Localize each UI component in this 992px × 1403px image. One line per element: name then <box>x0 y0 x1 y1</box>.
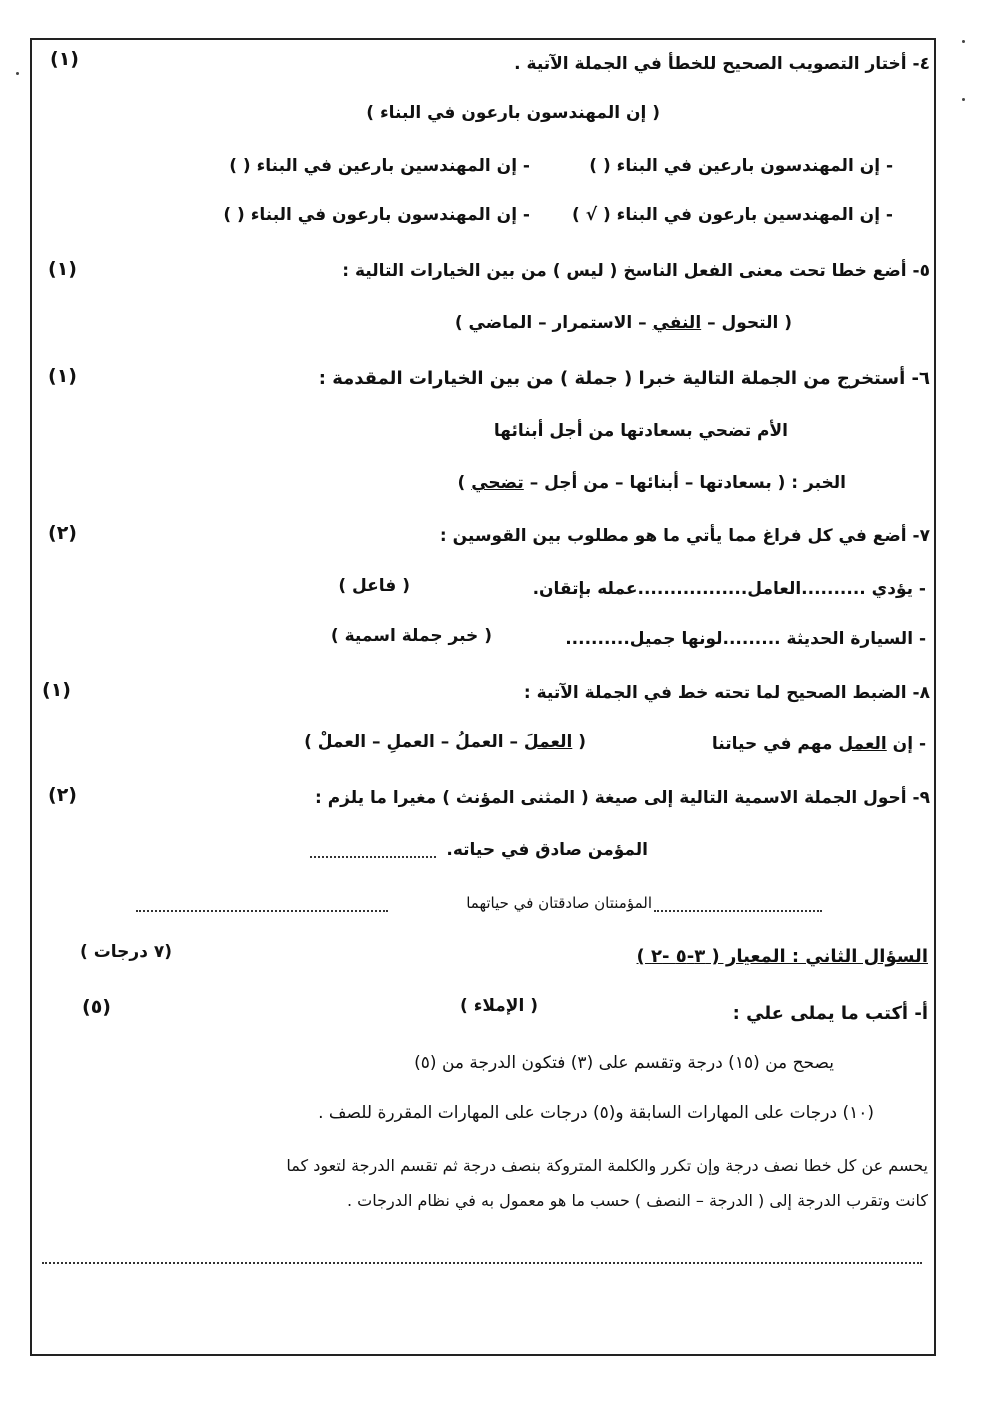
q8-choices-close: – العملُ – العملِ – العملْ ) <box>304 732 524 752</box>
q9-answer-line-left <box>136 910 388 912</box>
scan-speck <box>16 72 19 75</box>
q5-title: ٥- أضع خطا تحت معنى الفعل الناسخ ( ليس ) من بين الخيارات التالية : <box>342 261 930 281</box>
q7-line-2: - السيارة الحديثة .........لونها جميل.......... <box>565 629 926 649</box>
q8-underlined-word: العمل <box>838 734 887 754</box>
q6-choices-open: الخبر : ( بسعادتها – أبنائها – من أجل – <box>523 473 846 493</box>
writing-line <box>42 1262 922 1264</box>
q8-mark: (١) <box>42 679 71 701</box>
q8-sentence-post: مهم في حياتنا <box>711 734 839 754</box>
q6-choices-close: ) <box>457 473 472 493</box>
q6-answer: تضحي <box>471 473 524 493</box>
part-a-note-4: كانت وتقرب الدرجة إلى ( الدرجة – النصف ) حسب ما هو معمول به في نظام الدرجات . <box>346 1191 928 1210</box>
q5-answer: النفي <box>652 313 702 333</box>
q7-hint-2: ( خبر جملة اسمية ) <box>330 626 492 646</box>
q6-title: ٦- أستخرج من الجملة التالية خبرا ( جملة ) من بين الخيارات المقدمة : <box>318 368 930 389</box>
q4-option-4: - إن المهندسون بارعون في البناء ( ) <box>223 205 530 225</box>
q4-option-3: - إن المهندسين بارعون في البناء ( √ ) <box>572 205 893 225</box>
part-a-label: ( الإملاء ) <box>460 996 538 1016</box>
q6-sentence: الأم تضحي بسعادتها من أجل أبنائها <box>493 421 788 441</box>
q8-answer: العملَ <box>523 732 573 752</box>
part-a-note-3: يحسم عن كل خطا نصف درجة وإن تكرر والكلمة المتروكة بنصف درجة ثم تقسم الدرجة لتعود كما <box>286 1156 928 1175</box>
q6-mark: (١) <box>48 365 77 387</box>
q7-mark: (٢) <box>48 522 77 544</box>
q4-sentence: ( إن المهندسون بارعون في البناء ) <box>366 103 660 123</box>
q8-choices-open: ( <box>572 732 586 752</box>
q9-title: ٩- أحول الجملة الاسمية التالية إلى صيغة ( المثنى المؤنث ) مغيرا ما يلزم : <box>315 788 930 808</box>
q9-mark: (٢) <box>48 784 77 806</box>
q8-sentence-pre: - إن <box>886 734 926 754</box>
part-a-note-2: (١٠) درجات على المهارات السابقة و(٥) درجات على المهارات المقررة للصف . <box>318 1103 874 1123</box>
q5-choices-close: – الاستمرار – الماضي ) <box>454 313 653 333</box>
q5-choices <box>455 315 792 332</box>
q8-choices <box>304 734 586 751</box>
q9-handwritten-answer: المؤمنتان صادقتان في حياتهما <box>466 894 652 912</box>
q7-hint-1: ( فاعل ) <box>338 576 410 596</box>
q5-choices-open: ( التحول – <box>701 313 792 333</box>
part-a-title: أ- أكتب ما يملى علي : <box>732 1003 928 1024</box>
q4-mark: (١) <box>50 48 79 70</box>
q4-option-2: - إن المهندسين بارعين في البناء ( ) <box>229 156 530 176</box>
q6-choices <box>458 475 847 492</box>
section-2-marks: (٧ درجات ) <box>80 942 173 962</box>
q7-line-1: - يؤدي ..........العامل.................عمله بإتقان. <box>532 579 926 599</box>
scan-speck <box>962 98 965 101</box>
q7-title: ٧- أضع في كل فراغ مما يأتي ما هو مطلوب بين القوسين : <box>439 526 930 546</box>
section-2-title: السؤال الثاني : المعيار ( ٣-٥ -٢ ) <box>636 946 928 967</box>
part-a-note-1: يصحح من (١٥) درجة وتقسم على (٣) فتكون الدرجة من (٥) <box>414 1053 834 1073</box>
q4-title: ٤- أختار التصويب الصحيح للخطأ في الجملة الآتية . <box>514 54 930 74</box>
part-a-mark: (٥) <box>82 996 111 1018</box>
q9-answer-line-right <box>654 910 822 912</box>
q9-blank-line <box>310 856 436 858</box>
q9-sentence: المؤمن صادق في حياته. <box>446 840 648 860</box>
q8-sentence <box>712 736 926 753</box>
q8-title: ٨- الضبط الصحيح لما تحته خط في الجملة الآتية : <box>523 683 930 703</box>
scan-speck <box>962 40 965 43</box>
q4-option-1: - إن المهندسون بارعين في البناء ( ) <box>589 156 893 176</box>
q5-mark: (١) <box>48 258 77 280</box>
